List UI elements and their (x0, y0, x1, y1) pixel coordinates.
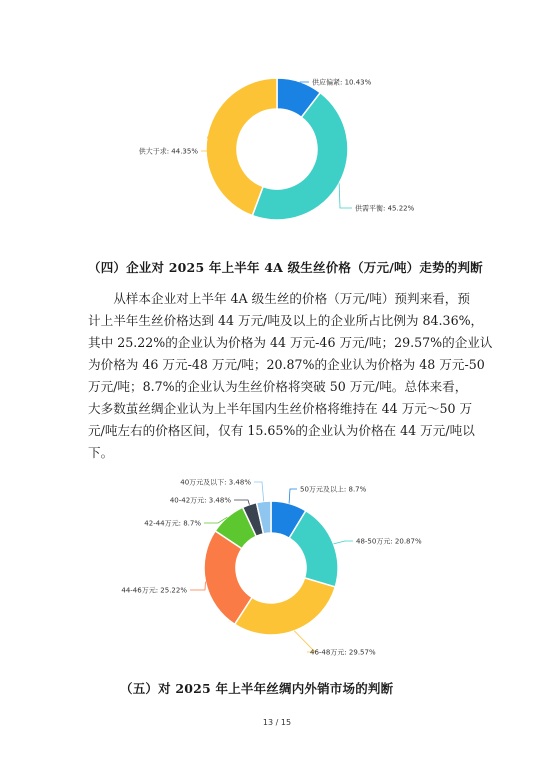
leader-line (190, 582, 205, 590)
data-label: 供需平衡: 45.22% (355, 204, 415, 213)
page-number: 13 / 15 (262, 718, 292, 727)
body-paragraph (88, 288, 493, 464)
paragraph-line: 其中 25.22%的企业认为价格为 44 万元-46 万元/吨；29.57%的企业认 (88, 335, 493, 350)
data-label: 供应偏紧: 10.43% (312, 78, 372, 87)
supply-demand-donut-chart (0, 30, 554, 250)
paragraph-line: 为价格为 46 万元-48 万元/吨；20.87%的企业认为价格为 48 万元-50 (88, 357, 485, 372)
leader-line (289, 489, 297, 503)
data-label: 46-48万元: 29.57% (310, 648, 376, 657)
paragraph-line: 下。 (88, 445, 114, 460)
data-label: 42-44万元: 8.7% (144, 519, 201, 528)
price-forecast-donut-chart (0, 462, 554, 672)
data-label: 44-46万元: 25.22% (121, 586, 187, 595)
section-heading-5: （五）对 2025 年上半年丝绸内外销市场的判断 (120, 681, 394, 696)
data-label: 40万元及以下: 3.48% (180, 478, 251, 487)
paragraph-line: 大多数茧丝绸企业认为上半年国内生丝价格将维持在 44 万元～50 万 (88, 401, 473, 416)
donut-slice-2 (235, 578, 336, 635)
section-heading-4: （四）企业对 2025 年上半年 4A 级生丝价格（万元/吨）走势的判断 (88, 260, 483, 275)
paragraph-line: 万元/吨；8.7%的企业认为生丝价格将突破 50 万元/吨。总体来看， (88, 379, 468, 394)
paragraph-line: 计上半年生丝价格达到 44 万元/吨及以上的企业所占比例为 84.36%， (88, 313, 484, 328)
data-label: 供大于求: 44.35% (138, 147, 198, 156)
data-label: 48-50万元: 20.87% (356, 537, 422, 546)
data-label: 50万元及以上: 8.7% (300, 485, 367, 494)
leader-line (339, 183, 352, 208)
leader-line (234, 500, 249, 505)
leader-line (254, 482, 264, 501)
data-label: 40-42万元: 3.48% (169, 496, 231, 505)
paragraph-line: 从样本企业对上半年 4A 级生丝的价格（万元/吨）预判来看，预 (88, 291, 470, 306)
leader-line (333, 541, 353, 544)
paragraph-line: 元/吨左右的价格区间，仅有 15.65%的企业认为价格在 44 万元/吨以 (88, 423, 475, 438)
